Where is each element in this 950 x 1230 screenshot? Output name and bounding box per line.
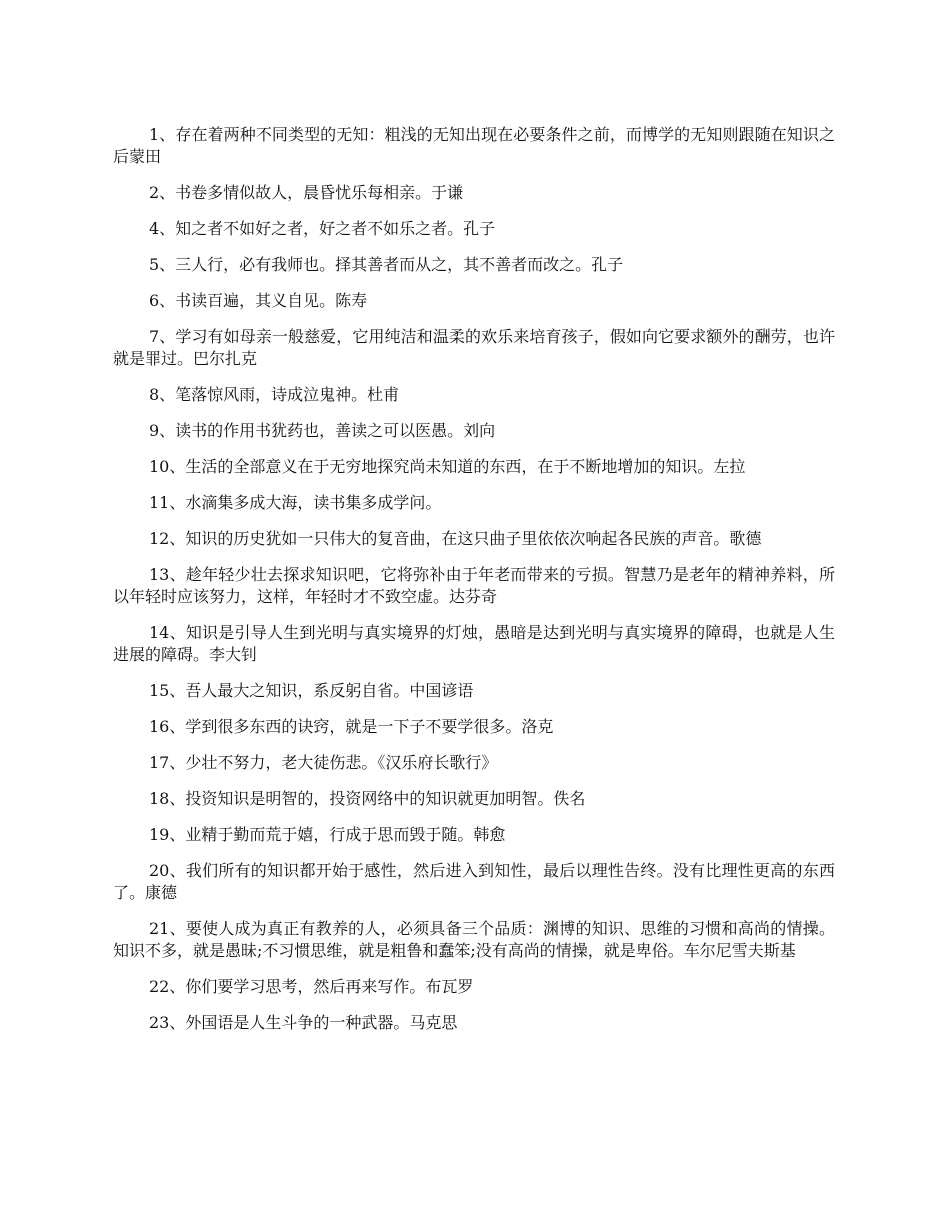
quote-paragraph: 17、少壮不努力，老大徒伤悲。《汉乐府长歌行》: [149, 753, 498, 772]
quote-paragraph: 10、生活的全部意义在于无穷地探究尚未知道的东西，在于不断地增加的知识。左拉: [149, 457, 746, 476]
quote-paragraph: 23、外国语是人生斗争的一种武器。马克思: [149, 1013, 458, 1032]
quote-paragraph: 12、知识的历史犹如一只伟大的复音曲，在这只曲子里依依次响起各民族的声音。歌德: [149, 529, 762, 548]
quote-paragraph: 21、要使人成为真正有教养的人，必须具备三个品质：渊博的知识、思维的习惯和高尚的情操。知识不多，就是愚昧;不习惯思维，就是粗鲁和蠢笨;没有高尚的情操，就是卑俗。车尔尼雪夫斯基: [113, 919, 835, 960]
quote-paragraph: 18、投资知识是明智的，投资网络中的知识就更加明智。佚名: [149, 789, 586, 808]
quote-paragraph: 16、学到很多东西的诀窍，就是一下子不要学很多。洛克: [149, 717, 554, 736]
quote-paragraph: 9、读书的作用书犹药也，善读之可以医愚。刘向: [149, 421, 496, 440]
quote-paragraph: 5、三人行，必有我师也。择其善者而从之，其不善者而改之。孔子: [149, 255, 624, 274]
quote-paragraph: 14、知识是引导人生到光明与真实境界的灯烛，愚暗是达到光明与真实境界的障碍，也就是人生进展的障碍。李大钊: [113, 623, 835, 664]
quote-paragraph: 6、书读百遍，其义自见。陈寿: [149, 291, 368, 310]
quote-paragraph: 4、知之者不如好之者，好之者不如乐之者。孔子: [149, 219, 496, 238]
document-body: [113, 124, 835, 1048]
quote-paragraph: 7、学习有如母亲一般慈爱，它用纯洁和温柔的欢乐来培育孩子，假如向它要求额外的酬劳，也许就是罪过。巴尔扎克: [113, 327, 835, 368]
quote-paragraph: 8、笔落惊风雨，诗成泣鬼神。杜甫: [149, 385, 400, 404]
quote-paragraph: 20、我们所有的知识都开始于感性，然后进入到知性，最后以理性告终。没有比理性更高的东西了。康德: [113, 861, 835, 902]
quote-paragraph: 1、存在着两种不同类型的无知：粗浅的无知出现在必要条件之前，而博学的无知则跟随在知识之后蒙田: [113, 125, 835, 166]
quote-paragraph: 2、书卷多情似故人，晨昏忧乐每相亲。于谦: [149, 183, 464, 202]
quote-paragraph: 22、你们要学习思考，然后再来写作。布瓦罗: [149, 977, 474, 996]
quote-paragraph: 15、吾人最大之知识，系反躬自省。中国谚语: [149, 681, 474, 700]
quote-paragraph: 11、水滴集多成大海，读书集多成学问。: [149, 493, 442, 512]
quote-paragraph: 13、趁年轻少壮去探求知识吧，它将弥补由于年老而带来的亏损。智慧乃是老年的精神养料，所以年轻时应该努力，这样，年轻时才不致空虚。达芬奇: [113, 565, 835, 606]
quote-paragraph: 19、业精于勤而荒于嬉，行成于思而毁于随。韩愈: [149, 825, 506, 844]
